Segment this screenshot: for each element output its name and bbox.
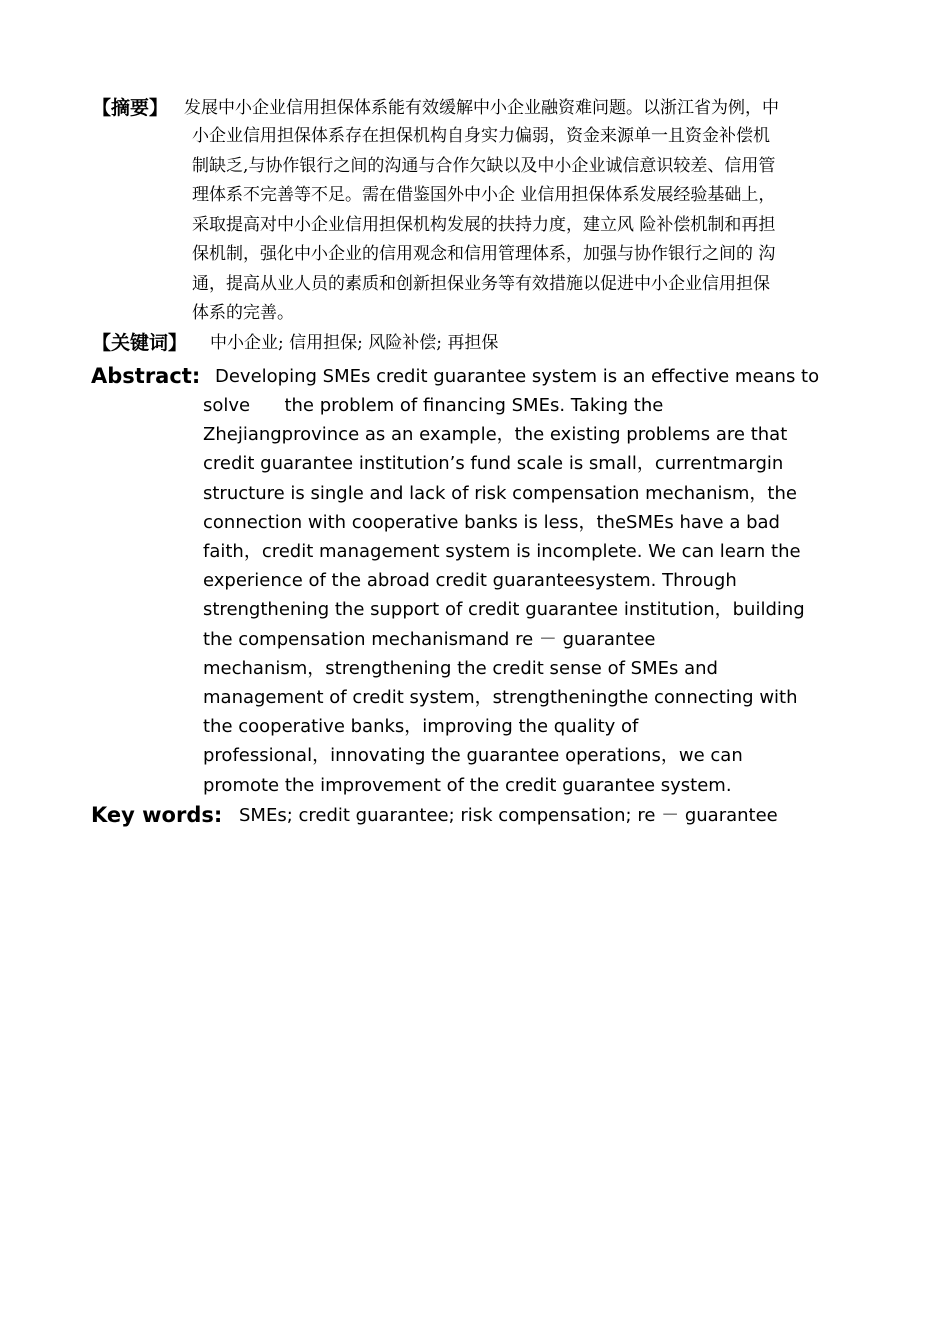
chinese-abstract xyxy=(92,94,862,329)
english-abstract-line: connection with cooperative banks is less，theSMEs have a bad xyxy=(203,511,780,533)
chinese-abstract-line: 制缺乏,与协作银行之间的沟通与合作欠缺以及中小企业诚信意识较差、信用管 xyxy=(192,155,776,176)
english-abstract-line: mechanism，strengthening the credit sense of SMEs and xyxy=(203,657,718,679)
english-abstract-line: solve the problem of financing SMEs. Taking the xyxy=(203,395,664,416)
chinese-keywords-label: 【关键词】 xyxy=(92,332,188,354)
chinese-keywords xyxy=(92,329,862,357)
english-abstract-line: strengthening the support of credit guarantee institution，building xyxy=(203,599,805,621)
chinese-keywords-text: 中小企业; 信用担保; 风险补偿; 再担保 xyxy=(210,333,499,353)
chinese-abstract-line: 小企业信用担保体系存在担保机构自身实力偏弱，资金来源单一且资金补偿机 xyxy=(192,126,770,146)
english-abstract-line: Developing SMEs credit guarantee system is an effective means to xyxy=(215,366,820,387)
english-abstract-line: management of credit system，strengtheningthe connecting with xyxy=(203,687,798,709)
chinese-abstract-line: 发展中小企业信用担保体系能有效缓解中小企业融资难问题。以浙江省为例，中 xyxy=(184,98,779,118)
english-abstract-line: promote the improvement of the credit guarantee system. xyxy=(203,774,732,796)
english-abstract-line: faith，credit management system is incomplete. We can learn the xyxy=(203,541,801,563)
english-abstract-label: Abstract: xyxy=(91,364,201,388)
chinese-abstract-line: 体系的完善。 xyxy=(192,303,294,323)
english-keywords-label: Key words: xyxy=(91,803,223,827)
chinese-abstract-line: 保机制，强化中小企业的信用观念和信用管理体系，加强与协作银行之间的 沟 xyxy=(192,244,776,264)
english-abstract-line: credit guarantee institution’s fund scale is small，currentmargin xyxy=(203,453,784,475)
chinese-abstract-line: 通，提高从业人员的素质和创新担保业务等有效措施以促进中小企业信用担保 xyxy=(192,273,770,294)
english-keywords xyxy=(91,801,871,830)
english-abstract-line: the compensation mechanismand re － guarantee xyxy=(203,628,656,650)
chinese-abstract-line: 理体系不完善等不足。需在借鉴国外中小企 业信用担保体系发展经验基础上， xyxy=(192,185,776,205)
english-abstract-line: professional，innovating the guarantee operations，we can xyxy=(203,745,743,767)
english-keywords-text: SMEs; credit guarantee; risk compensation; re － guarantee xyxy=(239,805,778,826)
chinese-abstract-line: 采取提高对中小企业信用担保机构发展的扶持力度，建立风 险补偿机制和再担 xyxy=(192,214,776,235)
english-abstract-line: Zhejiangprovince as an example，the existing problems are that xyxy=(203,424,788,446)
english-abstract-line: structure is single and lack of risk compensation mechanism，the xyxy=(203,482,797,504)
english-abstract xyxy=(91,362,871,800)
english-abstract-line: experience of the abroad credit guaranteesystem. Through xyxy=(203,570,737,592)
english-abstract-line: the cooperative banks，improving the quality of xyxy=(203,716,639,738)
chinese-abstract-label: 【摘要】 xyxy=(92,97,169,119)
